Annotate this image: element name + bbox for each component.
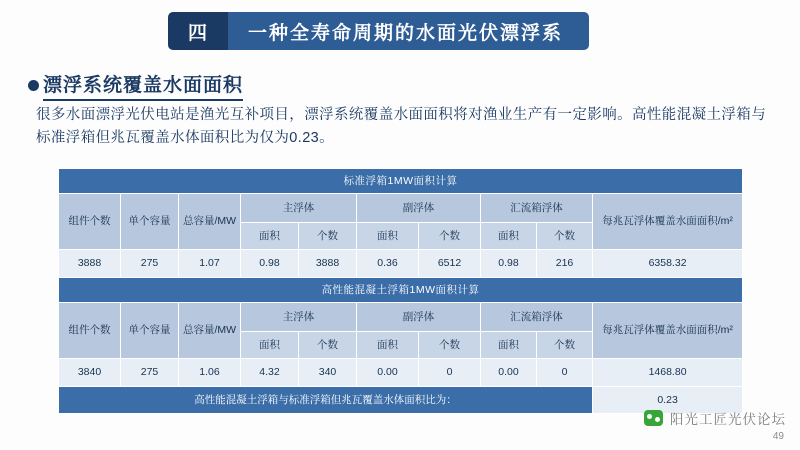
cell-standard-sub-count: 6512 [419,250,481,278]
watermark [644,408,786,428]
table-band-concrete: 高性能混凝土浮箱1MW面积计算 [59,278,743,303]
col-header-sub-count: 个数 [419,223,481,250]
col2-header-sub-count: 个数 [419,332,481,359]
cell-standard-main-area: 0.98 [241,250,299,278]
cell-standard-box-area: 0.98 [481,250,537,278]
ratio-label: 高性能混凝土浮箱与标准浮箱但兆瓦覆盖水体面积比为： [59,387,593,414]
section-heading [28,70,243,101]
wechat-icon [644,410,663,426]
col2-header-main-float: 主浮体 [241,303,357,332]
cell-concrete-main-count: 340 [299,359,357,387]
cell-concrete-sub-area: 0.00 [357,359,419,387]
col2-header-unit-capacity: 单个容量 [121,303,179,359]
body-paragraph: 很多水面漂浮光伏电站是渔光互补项目，漂浮系统覆盖水面面积将对渔业生产有一定影响。高性能混凝土浮箱与标准浮箱但兆瓦覆盖水体面积比为仅为0.23。 [36,107,767,146]
col2-header-main-count: 个数 [299,332,357,359]
col-header-main-float: 主浮体 [241,194,357,223]
cell-concrete-modules: 3840 [59,359,121,387]
col2-header-box-count: 个数 [537,332,593,359]
col2-header-box-area: 面积 [481,332,537,359]
header-section-title: 一种全寿命周期的水面光伏漂浮系 [228,12,589,50]
bullet-dot-icon [28,80,39,91]
col2-header-main-area: 面积 [241,332,299,359]
col2-header-sub-float: 副浮体 [357,303,481,332]
cell-concrete-unit-capacity: 275 [121,359,179,387]
slide-header [168,12,589,50]
col-header-sub-area: 面积 [357,223,419,250]
area-calculation-table [58,168,742,414]
col-header-unit-capacity: 单个容量 [121,194,179,250]
col-header-coverage: 每兆瓦浮体覆盖水面面积/m² [593,194,743,250]
col-header-main-count: 个数 [299,223,357,250]
cell-standard-sub-area: 0.36 [357,250,419,278]
cell-concrete-coverage: 1468.80 [593,359,743,387]
header-section-number: 四 [168,12,228,50]
col-header-box-float: 汇流箱浮体 [481,194,593,223]
col2-header-total-capacity: 总容量/MW [179,303,241,359]
col-header-total-capacity: 总容量/MW [179,194,241,250]
col2-header-modules: 组件个数 [59,303,121,359]
table-band-standard: 标准浮箱1MW面积计算 [59,169,743,194]
table-row [59,359,743,387]
col-header-main-area: 面积 [241,223,299,250]
col2-header-sub-area: 面积 [357,332,419,359]
cell-concrete-total-capacity: 1.06 [179,359,241,387]
cell-standard-box-count: 216 [537,250,593,278]
cell-concrete-box-area: 0.00 [481,359,537,387]
cell-concrete-sub-count: 0 [419,359,481,387]
cell-standard-main-count: 3888 [299,250,357,278]
table-row [59,250,743,278]
col-header-modules: 组件个数 [59,194,121,250]
table-ratio-row [59,387,743,414]
cell-standard-unit-capacity: 275 [121,250,179,278]
section-heading-text: 漂浮系统覆盖水面面积 [43,70,243,101]
watermark-text: 阳光工匠光伏论坛 [670,412,786,427]
page-number: 49 [772,431,784,442]
cell-standard-modules: 3888 [59,250,121,278]
col2-header-coverage: 每兆瓦浮体覆盖水面面积/m² [593,303,743,359]
col-header-box-area: 面积 [481,223,537,250]
cell-concrete-box-count: 0 [537,359,593,387]
col-header-box-count: 个数 [537,223,593,250]
cell-standard-coverage: 6358.32 [593,250,743,278]
ratio-value: 0.23 [593,387,743,414]
cell-standard-total-capacity: 1.07 [179,250,241,278]
col2-header-box-float: 汇流箱浮体 [481,303,593,332]
col-header-sub-float: 副浮体 [357,194,481,223]
cell-concrete-main-area: 4.32 [241,359,299,387]
